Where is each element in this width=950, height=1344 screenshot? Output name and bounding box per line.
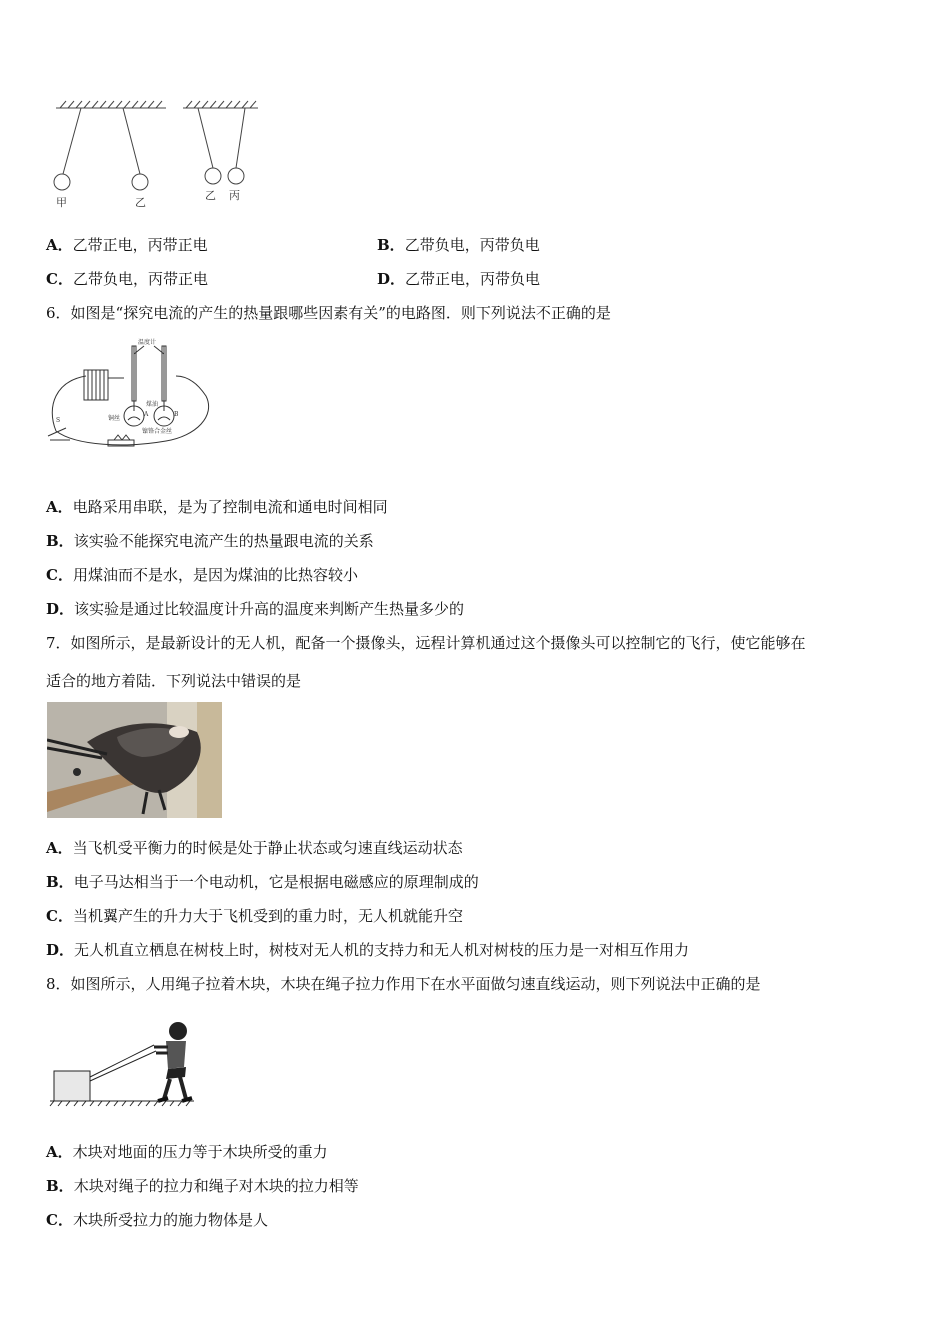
q6-stem: 6．如图是“探究电流的产生的热量跟哪些因素有关”的电路图．则下列说法不正确的是 xyxy=(46,304,611,322)
label-nichrome: 镍铬合金丝 xyxy=(142,428,173,435)
q6-option-d: D．该实验是通过比较温度计升高的温度来判断产生热量多少的 xyxy=(46,600,465,618)
q7-stem-line1: 7．如图所示，是最新设计的无人机，配备一个摄像头，远程计算机通过这个摄像头可以控制它的飞行，使它能够在 xyxy=(46,634,806,652)
q7-option-b: B．电子马达相当于一个电动机，它是根据电磁感应的原理制成的 xyxy=(46,873,479,891)
q8-stem: 8．如图所示，人用绳子拉着木块，木块在绳子拉力作用下在水平面做匀速直线运动，则下列说法中正确的是 xyxy=(46,975,761,993)
label-thermometer: 温度计 xyxy=(138,339,157,346)
label-s: S xyxy=(56,417,61,424)
q8-option-c: C．木块所受拉力的施力物体是人 xyxy=(46,1211,268,1229)
label-a: A xyxy=(144,411,149,418)
label-jia: 甲 xyxy=(56,196,67,209)
q6-option-b: B．该实验不能探究电流产生的热量跟电流的关系 xyxy=(46,532,374,550)
label-yi-right: 乙 xyxy=(205,189,216,202)
drone-photo xyxy=(47,702,222,818)
q7-option-a: A．当飞机受平衡力的时候是处于静止状态或匀速直线运动状态 xyxy=(46,839,463,857)
q5-option-a: A．乙带正电，丙带正电 xyxy=(46,236,208,254)
pulling-block-figure xyxy=(48,1015,196,1107)
pendulum-figure xyxy=(48,98,263,210)
q7-option-c: C．当机翼产生的升力大于飞机受到的重力时，无人机就能升空 xyxy=(46,907,463,925)
q8-option-a: A．木块对地面的压力等于木块所受的重力 xyxy=(46,1143,328,1161)
circuit-figure xyxy=(46,336,221,456)
q6-option-a: A．电路采用串联，是为了控制电流和通电时间相同 xyxy=(46,498,388,516)
label-yi-left: 乙 xyxy=(135,196,146,209)
label-kerosene: 煤油 xyxy=(146,401,159,408)
label-b: B xyxy=(174,411,179,418)
q5-option-d: D．乙带正电，丙带负电 xyxy=(377,270,541,288)
q7-stem-line2: 适合的地方着陆．下列说法中错误的是 xyxy=(46,672,302,690)
q5-option-b: B．乙带负电，丙带负电 xyxy=(377,236,540,254)
label-bing: 丙 xyxy=(229,189,240,202)
q5-option-c: C．乙带负电，丙带正电 xyxy=(46,270,208,288)
q6-option-c: C．用煤油而不是水，是因为煤油的比热容较小 xyxy=(46,566,358,584)
q7-option-d: D．无人机直立栖息在树枝上时，树枝对无人机的支持力和无人机对树枝的压力是一对相互作用力 xyxy=(46,941,690,959)
label-copper: 铜丝 xyxy=(108,415,121,422)
q8-option-b: B．木块对绳子的拉力和绳子对木块的拉力相等 xyxy=(46,1177,359,1195)
